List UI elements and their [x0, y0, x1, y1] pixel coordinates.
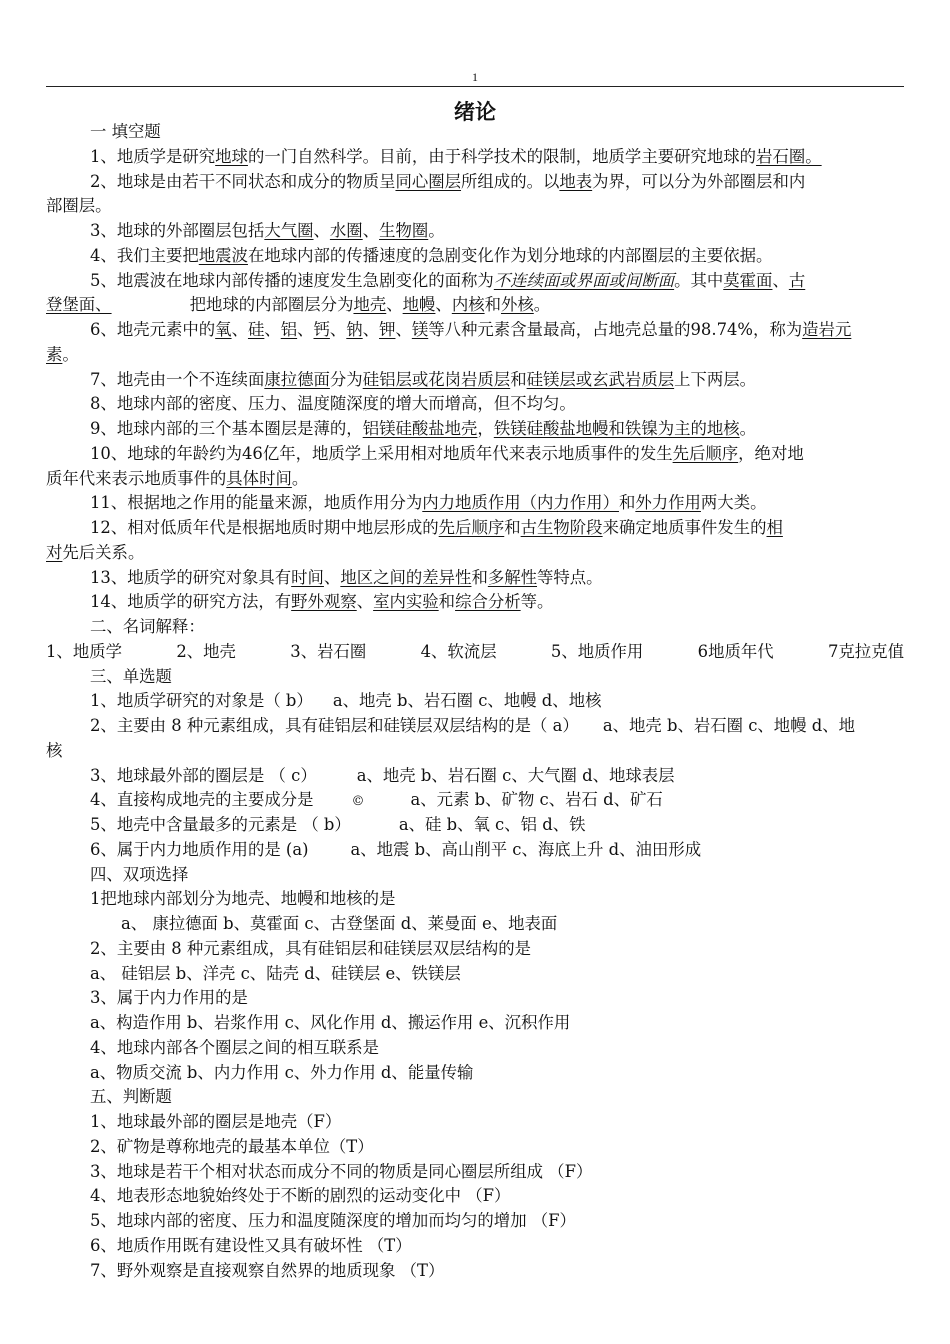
- term-item: 6地质年代: [697, 641, 774, 661]
- tf-item: 1、地球最外部的圈层是地壳（F）: [90, 1112, 342, 1131]
- single-q2: 2、主要由 8 种元素组成，具有硅铝层和硅镁层双层结构的是（ a） a、地壳 b、岩石圈 c、地幔 d、地: [90, 716, 856, 735]
- fill-q5: 5、地震波在地球内部传播的速度发生急剧变化的面称为不连续面或界面或间断面。其中莫霍面、古: [90, 270, 806, 290]
- double-q1: 1把地球内部划分为地壳、地幔和地核的是: [90, 889, 396, 909]
- header-rule: [46, 86, 904, 87]
- section-heading-terms: 二、名词解释：: [90, 617, 205, 636]
- document-title: 绪论: [454, 100, 496, 124]
- fill-q14: 14、地质学的研究方法，有野外观察、室内实验和综合分析等。: [90, 592, 554, 612]
- tf-item: 7、野外观察是直接观察自然界的地质现象 （T）: [90, 1260, 445, 1280]
- single-q5: 5、地壳中含量最多的元素是 （ b） a、硅 b、氧 c、铝 d、铁: [90, 815, 586, 834]
- tf-item: 3、地球是若干个相对状态而成分不同的物质是同心圈层所组成 （F）: [90, 1161, 593, 1181]
- term-item: 2、地壳: [176, 641, 236, 661]
- fill-q6-cont: 素。: [46, 344, 79, 364]
- tf-item: 2、矿物是尊称地壳的最基本单位（T）: [90, 1136, 374, 1156]
- fill-q10-cont: 质年代来表示地质事件的具体时间。: [46, 468, 309, 488]
- double-q1-options: a、 康拉德面 b、莫霍面 c、古登堡面 d、莱曼面 e、地表面: [121, 914, 558, 933]
- fill-q6: 6、地壳元素中的氧、硅、铝、钙、钠、钾、镁等八种元素含量最高，占地壳总量的98.74%，称为造岩元: [90, 320, 852, 339]
- fill-q2-cont: 部圈层。: [46, 196, 112, 216]
- fill-q9: 9、地球内部的三个基本圈层是薄的，铝镁硅酸盐地壳，铁镁硅酸盐地幔和铁镍为主的地核。: [90, 419, 757, 438]
- fill-q2: 2、地球是由若干不同状态和成分的物质呈同心圈层所组成的。以地表为界，可以分为外部圈层和内: [90, 171, 806, 191]
- double-q3-options: a、构造作用 b、岩浆作用 c、风化作用 d、搬运作用 e、沉积作用: [90, 1013, 571, 1032]
- single-q2-cont: 核: [46, 740, 63, 760]
- double-q4-options: a、物质交流 b、内力作用 c、外力作用 d、能量传输: [90, 1062, 474, 1082]
- term-item: 5、地质作用: [550, 641, 644, 661]
- terms-line: [46, 640, 906, 665]
- single-q4: 4、直接构成地壳的主要成分是 © a、元素 b、矿物 c、岩石 d、矿石: [90, 790, 663, 810]
- tf-item: 6、地质作用既有建设性又具有破坏性 （T）: [90, 1235, 412, 1255]
- term-item: 1、地质学: [46, 641, 122, 661]
- fill-q4: 4、我们主要把地震波在地球内部的传播速度的急剧变化作为划分地球的内部圈层的主要依据。: [90, 245, 773, 265]
- page-number: 1: [472, 70, 478, 84]
- single-q6: 6、属于内力地质作用的是 (a) a、地震 b、高山削平 c、海底上升 d、油田形成: [90, 839, 702, 859]
- term-item: 7克拉克值: [827, 641, 904, 661]
- term-item: 3、岩石圈: [290, 641, 367, 661]
- fill-q3: 3、地球的外部圈层包括大气圈、水圈、生物圈。: [90, 221, 445, 240]
- document-body: [46, 120, 906, 1283]
- fill-q13: 13、地质学的研究对象具有时间、地区之间的差异性和多解性等特点。: [90, 567, 603, 587]
- section-heading-single-choice: 三、单选题: [90, 666, 172, 686]
- section-heading-fill-blank: 一 填空题: [90, 122, 161, 141]
- fill-q8: 8、地球内部的密度、压力、温度随深度的增大而增高，但不均匀。: [90, 394, 576, 414]
- tf-item: 4、地表形态地貌始终处于不断的剧烈的运动变化中 （F）: [90, 1186, 511, 1206]
- fill-q7: 7、地壳由一个不连续面康拉德面分为硅铝层或花岗岩质层和硅镁层或玄武岩质层上下两层。: [90, 369, 757, 389]
- single-q1: 1、地质学研究的对象是（ b） a、地壳 b、岩石圈 c、地幔 d、地核: [90, 691, 602, 711]
- double-q2: 2、主要由 8 种元素组成，具有硅铝层和硅镁层双层结构的是: [90, 938, 532, 958]
- fill-q10: 10、地球的年龄约为46亿年，地质学上采用相对地质年代来表示地质事件的发生先后顺序，绝对地: [90, 443, 804, 463]
- double-q4: 4、地球内部各个圈层之间的相互联系是: [90, 1037, 380, 1057]
- double-q3: 3、属于内力作用的是: [90, 988, 248, 1008]
- double-q2-options: a、 硅铝层 b、洋壳 c、陆壳 d、硅镁层 e、铁镁层: [90, 963, 461, 983]
- fill-q5-cont: 登堡面、 把地球的内部圈层分为地壳、地幔、内核和外核。: [46, 295, 551, 315]
- fill-q1: 1、地质学是研究地球的一门自然科学。目前，由于科学技术的限制，地质学主要研究地球的岩石圈。: [90, 146, 822, 166]
- term-item: 4、软流层: [420, 641, 497, 661]
- fill-q12-cont: 对先后关系。: [46, 542, 145, 562]
- fill-q11: 11、根据地之作用的能量来源，地质作用分为内力地质作用（内力作用）和外力作用两大类。: [90, 493, 767, 513]
- section-heading-true-false: 五、判断题: [90, 1087, 172, 1107]
- fill-q12: 12、相对低质年代是根据地质时期中地层形成的先后顺序和古生物阶段来确定地质事件发生的相: [90, 518, 783, 537]
- section-heading-double-choice: 四、双项选择: [90, 864, 189, 884]
- single-q3: 3、地球最外部的圈层是 （ c） a、地壳 b、岩石圈 c、大气圈 d、地球表层: [90, 765, 675, 785]
- tf-item: 5、地球内部的密度、压力和温度随深度的增加而均匀的增加 （F）: [90, 1211, 576, 1230]
